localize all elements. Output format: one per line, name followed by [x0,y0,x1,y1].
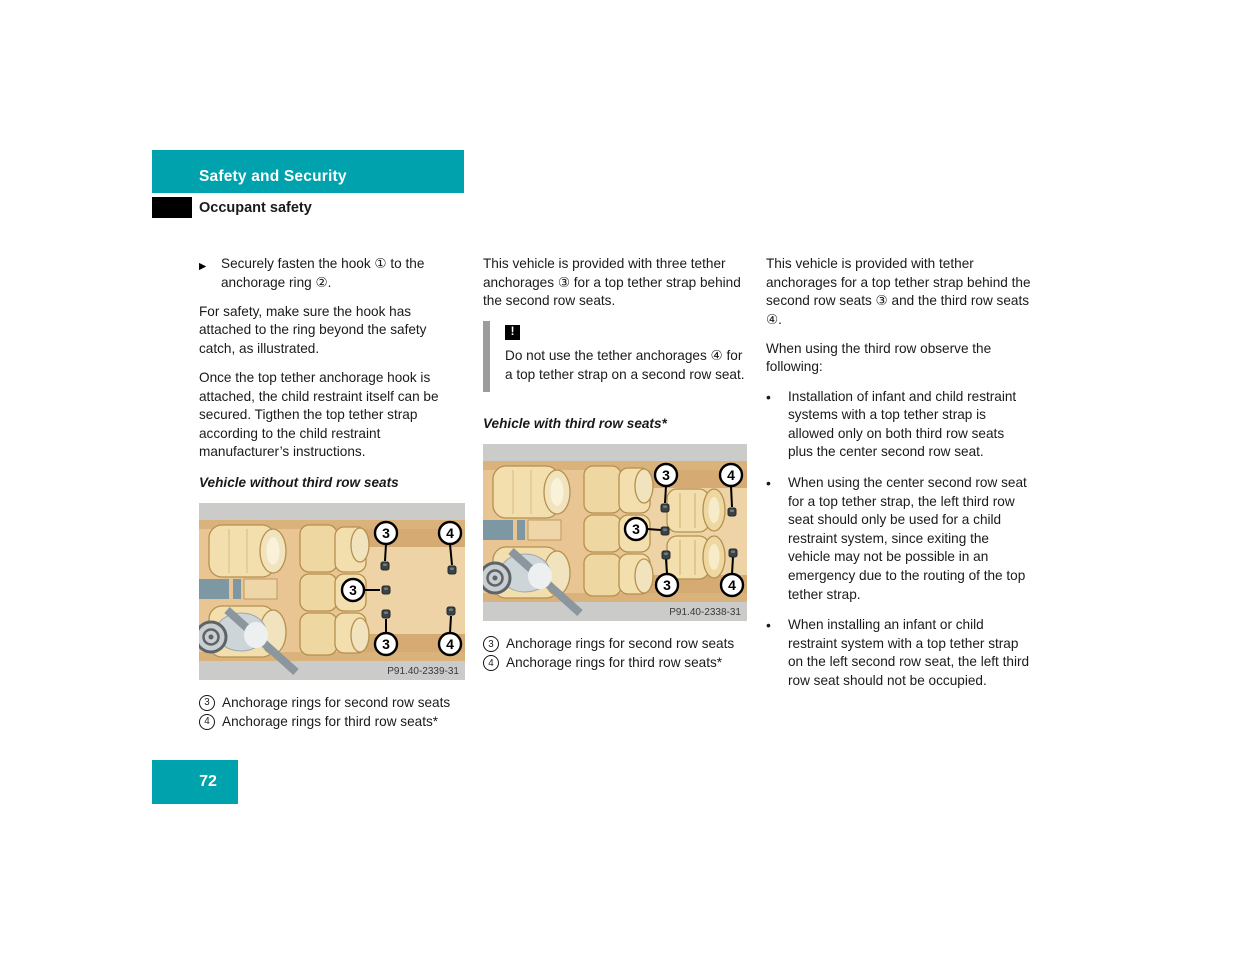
column-1 [199,255,465,731]
svg-text:3: 3 [632,521,640,538]
legend-circled-number: 3 [483,636,499,652]
list-item [766,616,1032,690]
legend-circled-number: 3 [199,695,215,711]
svg-text:3: 3 [663,577,671,594]
step-detail-text: For safety, make sure the hook has attached to the ring beyond the safety catch, as illustrated. [199,303,427,356]
svg-text:3: 3 [382,635,390,652]
legend-circled-number: 4 [199,714,215,730]
legend-item [199,693,465,712]
warning-icon: ! [505,325,520,340]
section-title: Safety and Security [199,168,347,185]
callout-4-top [720,464,742,486]
legend-item [199,712,465,731]
bullet-dot: • [766,474,771,491]
instruction-step [199,255,465,292]
subsection-marker-block [152,197,192,218]
figure-code-caption: P91.40-2339-31 [387,665,459,677]
body-paragraph: Once the top tether anchorage hook is attached, the child restraint itself can be secured. Tigthen the top tether strap according to the child restraint manufacturer’s instructions. [199,369,439,460]
column-2 [483,255,747,672]
svg-text:4: 4 [446,524,454,541]
figure-heading: Vehicle with third row seats* [483,416,667,432]
body-paragraph: This vehicle is provided with three tether anchorages ③ for a top tether strap behind the second row seats. [483,256,741,309]
list-item-text: When installing an infant or child restraint system with a top tether strap on the left second row seat, the left third row seat should not be occupied. [788,617,1030,688]
svg-text:4: 4 [446,635,454,652]
list-item [766,388,1032,462]
section-header-bar [152,150,464,193]
callout-3-top [655,464,677,486]
bullet-dot: • [766,617,771,634]
callout-3-top [375,522,397,544]
figure-code-caption: P91.40-2338-31 [669,607,741,619]
front-passenger-seat [209,525,286,577]
svg-text:3: 3 [349,581,357,598]
bullet-dot: • [766,388,771,405]
legend-label: Anchorage rings for third row seats* [506,655,723,671]
page-number: 72 [199,773,217,790]
steering-wheel-icon [483,563,510,593]
note-body [505,321,747,392]
svg-text:3: 3 [382,524,390,541]
figure-heading: Vehicle without third row seats [199,474,399,490]
step-text: Securely fasten the hook ① to the anchorage ring ②. [221,256,425,290]
body-paragraph: When using the third row observe the following: [766,340,992,375]
callout-4-bottom [721,574,743,596]
list-item-text: When using the center second row seat for a top tether strap, the left third row seat should only be used for a child restraint system, since exiting the vehicle may not be possible in an emergency due to the routing of the top tether strap. [788,474,1027,602]
vehicle-top-view-illustration [199,503,465,680]
page-number-box [152,760,238,804]
callout-3-middle [625,518,647,540]
center-console [483,520,561,540]
front-passenger-seat [493,466,570,518]
svg-text:4: 4 [728,577,736,594]
note-sidebar [483,321,490,392]
steering-wheel-icon [199,622,226,652]
figure-legend [483,634,747,672]
legend-item [483,634,747,653]
figure-legend [199,693,465,731]
column-3 [766,255,1032,702]
figure-with-third-row [483,444,747,621]
list-item-text: Installation of infant and child restraint systems with a top tether strap is allowed only on both third row seats plus the center second row seat. [788,388,1017,460]
callout-4-top [439,522,461,544]
legend-item [483,653,747,672]
body-paragraph: This vehicle is provided with tether anchorages for a top tether strap behind the second row seats ③ and the third row seats ④. [766,256,1031,327]
legend-circled-number: 4 [483,655,499,671]
warning-note [483,321,747,392]
step-arrow-icon: ▶ [199,261,207,272]
svg-text:3: 3 [662,467,670,484]
list-item [766,474,1032,604]
figure-without-third-row [199,503,465,680]
callout-3-middle [342,579,364,601]
callout-3-bottom [375,633,397,655]
legend-label: Anchorage rings for third row seats* [222,713,439,729]
callout-4-bottom [439,633,461,655]
legend-label: Anchorage rings for second row seats [506,636,735,652]
center-console [199,579,277,599]
legend-label: Anchorage rings for second row seats [222,694,451,710]
svg-text:4: 4 [727,467,735,484]
note-text: Do not use the tether anchorages ④ for a top tether strap on a second row seat. [505,348,745,382]
vehicle-top-view-illustration [483,444,747,621]
subsection-title: Occupant safety [199,200,312,216]
callout-3-bottom [656,574,678,596]
